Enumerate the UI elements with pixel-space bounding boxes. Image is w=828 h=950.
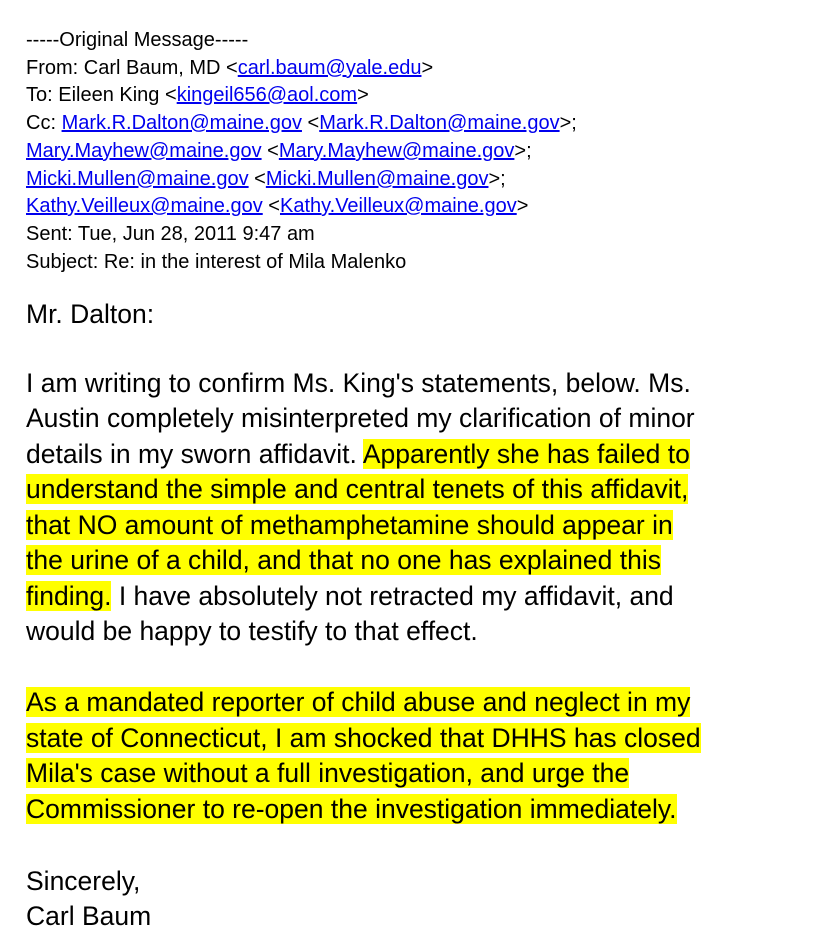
signature: Carl Baum bbox=[26, 901, 152, 931]
paragraph-line bbox=[26, 472, 688, 508]
cc-name-link[interactable]: Mary.Mayhew@maine.gov bbox=[26, 140, 262, 162]
cc-separator: ; bbox=[500, 168, 506, 190]
cc-email-link[interactable]: Micki.Mullen@maine.gov bbox=[265, 168, 489, 190]
cc-separator: ; bbox=[526, 140, 532, 162]
highlighted-text: finding. bbox=[26, 581, 112, 611]
from-label: From: bbox=[26, 57, 84, 79]
paragraph-line bbox=[26, 721, 701, 757]
paragraph-line bbox=[26, 756, 629, 792]
paragraph-line: Austin completely misinterpreted my clarification of minor bbox=[26, 403, 695, 433]
cc-name-link[interactable]: Kathy.Veilleux@maine.gov bbox=[26, 195, 263, 217]
plain-text: I have absolutely not retracted my affidavit, and bbox=[111, 581, 674, 611]
highlighted-text: As a mandated reporter of child abuse and neglect in my bbox=[26, 687, 691, 717]
cc-email-link[interactable]: Kathy.Veilleux@maine.gov bbox=[279, 195, 517, 217]
original-message-marker: -----Original Message----- bbox=[26, 29, 249, 51]
cc-line: Cc: Mark.R.Dalton@maine.gov <Mark.R.Dalton@maine.gov>; bbox=[26, 112, 577, 134]
to-line: To: Eileen King <kingeil656@aol.com> bbox=[26, 84, 369, 106]
cc-label: Cc: bbox=[26, 112, 62, 134]
paragraph-line bbox=[26, 685, 690, 721]
from-line: From: Carl Baum, MD <carl.baum@yale.edu> bbox=[26, 57, 434, 79]
cc-line: Micki.Mullen@maine.gov <Micki.Mullen@maine.gov>; bbox=[26, 168, 506, 190]
paragraph-line bbox=[26, 792, 677, 828]
paragraph-line bbox=[26, 508, 673, 544]
cc-email-link[interactable]: Mary.Mayhew@maine.gov bbox=[278, 140, 515, 162]
plain-text: details in my sworn affidavit. bbox=[26, 439, 363, 469]
sent-line: Sent: Tue, Jun 28, 2011 9:47 am bbox=[26, 223, 315, 245]
paragraph-line bbox=[26, 579, 674, 615]
to-email-link[interactable]: kingeil656@aol.com bbox=[176, 84, 358, 106]
highlighted-text: that NO amount of methamphetamine should appear in bbox=[26, 510, 673, 540]
cc-name-link[interactable]: Mark.R.Dalton@maine.gov bbox=[61, 112, 302, 134]
from-name: Carl Baum, MD bbox=[83, 57, 221, 79]
cc-name-link[interactable]: Micki.Mullen@maine.gov bbox=[26, 168, 249, 190]
highlighted-text: the urine of a child, and that no one has explained this bbox=[26, 545, 661, 575]
highlighted-text: state of Connecticut, I am shocked that DHHS has closed bbox=[26, 723, 701, 753]
to-label: To: bbox=[26, 84, 59, 106]
highlighted-text: Apparently she has failed to bbox=[362, 439, 690, 469]
to-name: Eileen King bbox=[58, 84, 160, 106]
cc-email-link[interactable]: Mark.R.Dalton@maine.gov bbox=[319, 112, 560, 134]
cc-line: Kathy.Veilleux@maine.gov <Kathy.Veilleux@maine.gov> bbox=[26, 195, 529, 217]
highlighted-text: Mila's case without a full investigation, and urge the bbox=[26, 758, 630, 788]
salutation: Mr. Dalton: bbox=[26, 299, 155, 329]
from-email-link[interactable]: carl.baum@yale.edu bbox=[237, 57, 422, 79]
paragraph-line bbox=[26, 543, 661, 579]
cc-separator: ; bbox=[571, 112, 577, 134]
cc-line: Mary.Mayhew@maine.gov <Mary.Mayhew@maine.gov>; bbox=[26, 140, 532, 162]
highlighted-text: understand the simple and central tenets of this affidavit, bbox=[26, 474, 689, 504]
highlighted-text: Commissioner to re-open the investigation immediately. bbox=[26, 794, 677, 824]
paragraph-line: would be happy to testify to that effect. bbox=[26, 616, 478, 646]
paragraph-line bbox=[26, 437, 690, 473]
paragraph-line: I am writing to confirm Ms. King's statements, below. Ms. bbox=[26, 368, 691, 398]
subject-line: Subject: Re: in the interest of Mila Malenko bbox=[26, 251, 407, 273]
closing: Sincerely, bbox=[26, 866, 141, 896]
